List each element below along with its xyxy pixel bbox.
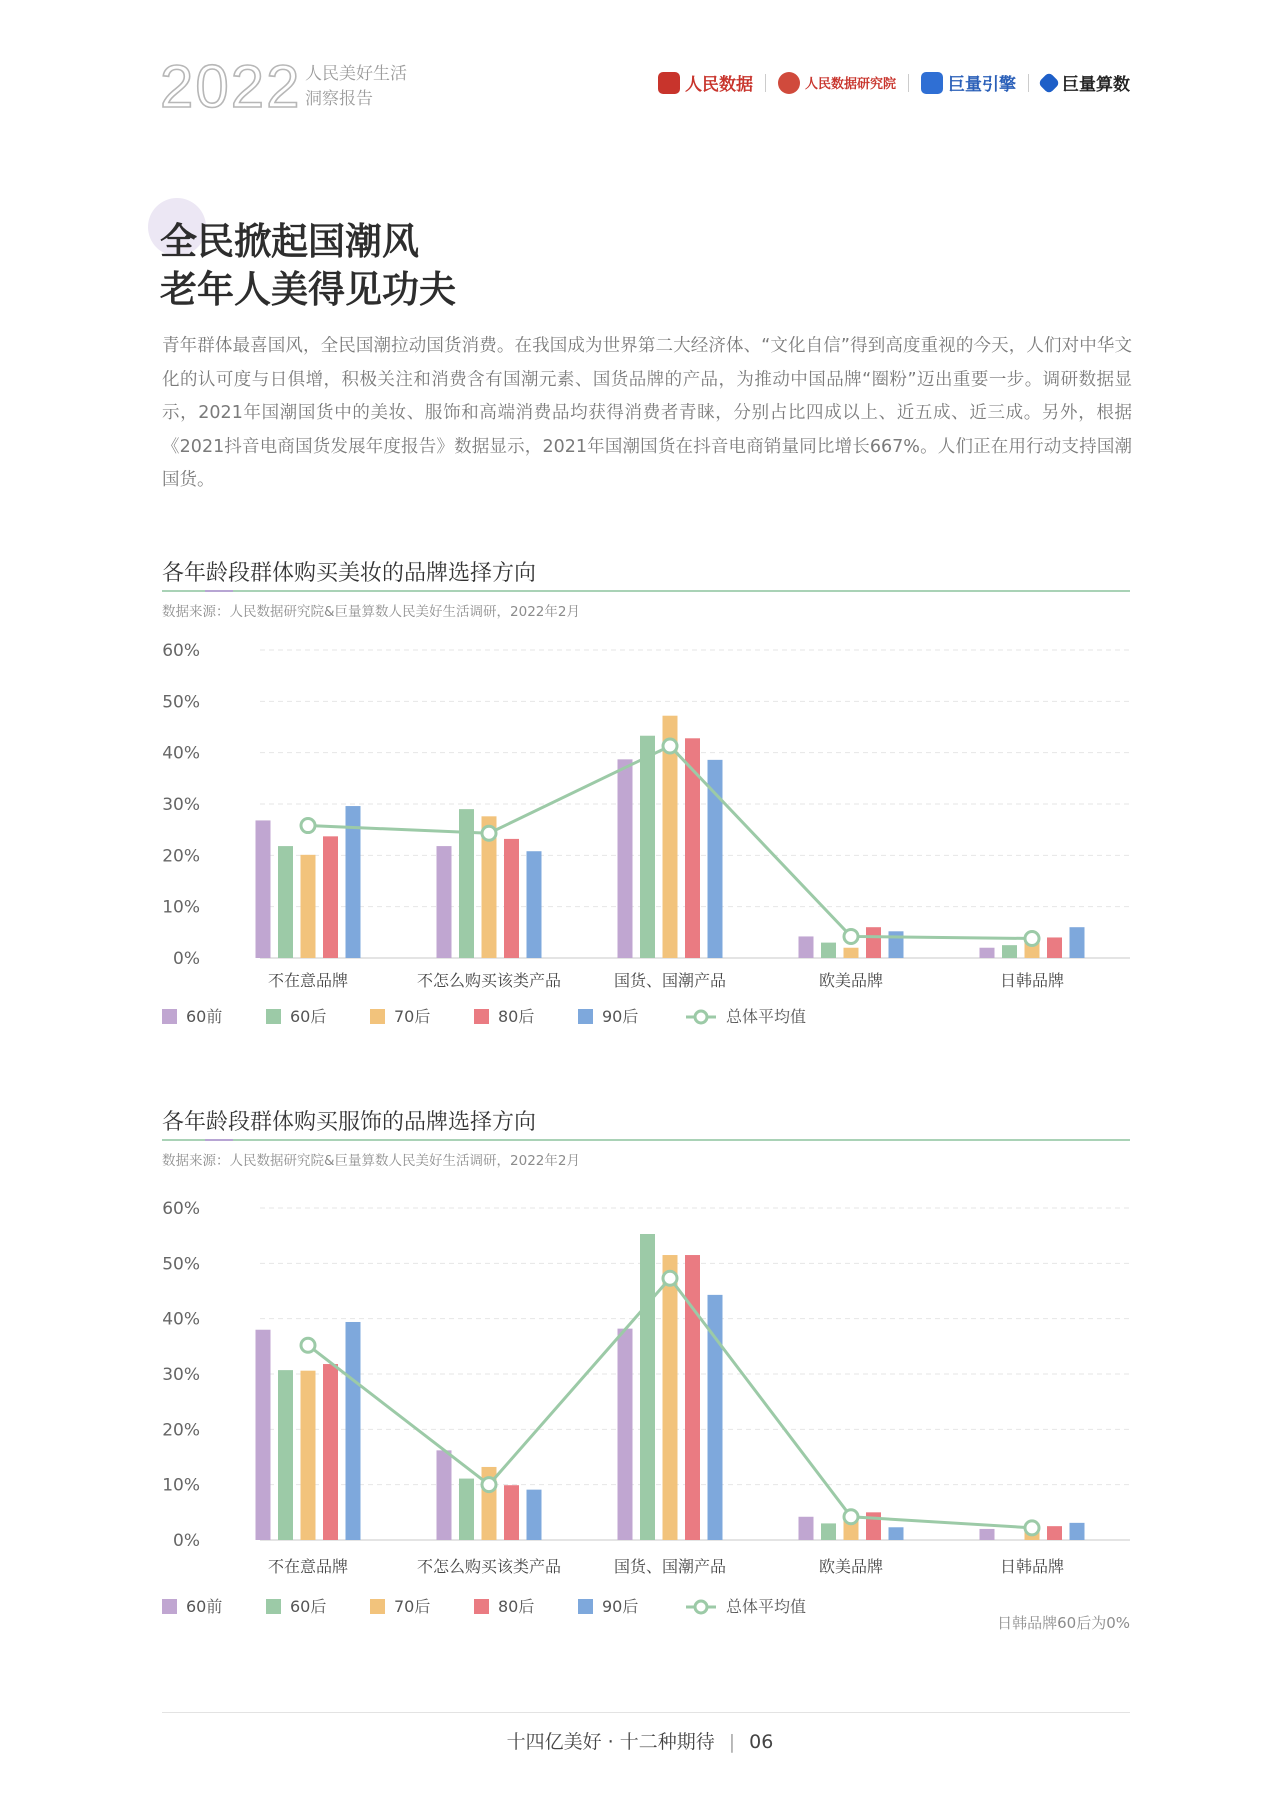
category-label: 国货、国潮产品 [613, 971, 727, 990]
legend-swatch [162, 1009, 177, 1024]
legend-swatch [474, 1599, 489, 1614]
logo-separator [908, 74, 909, 92]
legend-swatch [474, 1009, 489, 1024]
bar [459, 1479, 474, 1540]
chart2-note: 日韩品牌60后为0% [997, 1614, 1130, 1632]
average-point [844, 1510, 858, 1524]
bar [346, 1322, 361, 1540]
legend-label: 90后 [602, 1597, 639, 1616]
page-footer [0, 1727, 1280, 1754]
bar [618, 1329, 633, 1540]
legend-swatch [370, 1599, 385, 1614]
legend-label: 总体平均值 [726, 1597, 807, 1616]
y-tick-label: 30% [162, 795, 200, 815]
section-title-line2: 老年人美得见功夫 [160, 268, 456, 311]
bar [821, 1523, 836, 1540]
category-label: 欧美品牌 [818, 971, 884, 990]
legend-line-marker [695, 1011, 707, 1023]
average-point [844, 929, 858, 943]
legend-label: 80后 [498, 1597, 535, 1616]
average-point [301, 1338, 315, 1352]
bar [889, 931, 904, 958]
report-subtitle [305, 62, 407, 112]
chart2-title: 各年龄段群体购买服饰的品牌选择方向 [162, 1110, 537, 1135]
average-point [663, 739, 677, 753]
category-label: 不怎么购买该类产品 [416, 1557, 562, 1576]
bar [527, 1490, 542, 1540]
bar [278, 846, 293, 958]
bar [1002, 945, 1017, 958]
chart2-title-rule [162, 1139, 1130, 1141]
chart2-title-rule-accent [205, 1139, 233, 1141]
y-tick-label: 60% [162, 641, 200, 661]
bar [685, 1255, 700, 1540]
logo-renmin-data [658, 70, 753, 95]
logo-separator [765, 74, 766, 92]
y-tick-label: 10% [162, 1475, 200, 1496]
bar [640, 736, 655, 958]
logo-text-3: 巨量算数 [1062, 75, 1130, 95]
report-year: 2022 [160, 53, 302, 120]
chart1-title-rule [162, 590, 1130, 592]
average-point [1025, 1521, 1039, 1535]
y-tick-label: 30% [162, 1365, 200, 1385]
legend-label: 60前 [186, 1007, 223, 1026]
bar [256, 820, 271, 958]
legend-swatch [578, 1009, 593, 1024]
renmin-data-logo-icon [658, 72, 680, 94]
partner-logos [658, 70, 1130, 95]
legend-swatch [370, 1009, 385, 1024]
bar [866, 927, 881, 958]
chart1-title-rule-accent [205, 590, 233, 592]
legend-label: 60后 [290, 1597, 327, 1616]
bar [640, 1234, 655, 1540]
legend-label: 总体平均值 [726, 1007, 807, 1026]
legend-label: 70后 [394, 1597, 431, 1616]
bar [799, 1517, 814, 1540]
y-tick-label: 20% [162, 1420, 200, 1441]
logo-text-0: 人民数据 [684, 75, 753, 95]
bar [527, 851, 542, 958]
category-label: 不在意品牌 [267, 1557, 349, 1576]
section-title [160, 218, 456, 314]
category-label: 不怎么购买该类产品 [416, 971, 562, 990]
legend-label: 60前 [186, 1597, 223, 1616]
bar [1047, 937, 1062, 958]
y-tick-label: 60% [162, 1199, 200, 1219]
bar [301, 855, 316, 958]
bar [278, 1370, 293, 1540]
chart2-source: 数据来源：人民数据研究院&巨量算数人民美好生活调研，2022年2月 [162, 1153, 580, 1169]
renmin-research-logo-icon [778, 72, 800, 94]
legend-line-marker [695, 1601, 707, 1613]
legend-swatch [266, 1009, 281, 1024]
legend-label: 60后 [290, 1007, 327, 1026]
category-label: 国货、国潮产品 [613, 1557, 727, 1576]
bar [301, 1371, 316, 1540]
bar [844, 948, 859, 958]
footer-text: 十四亿美好 · 十二种期待 [506, 1731, 715, 1753]
chart1-title: 各年龄段群体购买美妆的品牌选择方向 [162, 561, 537, 586]
legend-swatch [266, 1599, 281, 1614]
average-point [482, 1478, 496, 1492]
bar [256, 1330, 271, 1540]
section-title-line1: 全民掀起国潮风 [160, 220, 419, 263]
bar [1070, 1523, 1085, 1540]
section-paragraph: 青年群体最喜国风，全民国潮拉动国货消费。在我国成为世界第二大经济体、“文化自信”得到高度重视的今天，人们对中华文化的认可度与日俱增，积极关注和消费含有国潮元素、国货品牌的产品，为推动中国品牌“圈粉”迈出重要一步。调研数据显示，2021年国潮国货中的美妆、服饰和高端消费品均获得消费者青睐，分别占比四成以上、近五成、近三成。另外，根据《2021抖音电商国货发展年度报告》数据显示，2021年国潮国货在抖音电商销量同比增长667%。人们正在用行动支持国潮国货。 [162, 336, 1132, 490]
y-tick-label: 20% [162, 846, 200, 867]
page-number: 06 [749, 1731, 774, 1753]
y-tick-label: 0% [173, 949, 200, 969]
logo-juliang-suanshu [1041, 70, 1130, 95]
category-label: 不在意品牌 [267, 971, 349, 990]
bar [799, 936, 814, 958]
bar [889, 1527, 904, 1540]
footer-separator: | [728, 1731, 736, 1753]
bar [1070, 927, 1085, 958]
y-tick-label: 50% [162, 692, 200, 713]
bar [437, 846, 452, 958]
juliang-suanshu-logo-icon [1038, 71, 1061, 94]
logo-renmin-research [778, 72, 896, 94]
bar [663, 1255, 678, 1540]
legend-swatch [578, 1599, 593, 1614]
legend-label: 70后 [394, 1007, 431, 1026]
category-label: 欧美品牌 [818, 1557, 884, 1576]
bar [437, 1450, 452, 1540]
logo-juliang-engine [921, 70, 1016, 95]
y-tick-label: 0% [173, 1531, 200, 1551]
legend-swatch [162, 1599, 177, 1614]
logo-separator [1028, 74, 1029, 92]
average-point [482, 826, 496, 840]
category-label: 日韩品牌 [999, 971, 1065, 990]
bar [504, 1485, 519, 1540]
category-label: 日韩品牌 [999, 1557, 1065, 1576]
logo-text-2: 巨量引擎 [948, 75, 1016, 95]
legend-label: 80后 [498, 1007, 535, 1026]
bar [323, 1364, 338, 1540]
bar [821, 943, 836, 958]
chart1-source: 数据来源：人民数据研究院&巨量算数人民美好生活调研，2022年2月 [162, 604, 580, 620]
bar [323, 836, 338, 958]
bar [618, 759, 633, 958]
logo-text-1: 人民数据研究院 [804, 77, 896, 92]
chart1-beauty-brand-choice [0, 630, 1280, 1040]
y-tick-label: 50% [162, 1254, 200, 1275]
y-tick-label: 40% [162, 1309, 200, 1330]
y-tick-label: 10% [162, 897, 200, 918]
average-point [1025, 931, 1039, 945]
y-tick-label: 40% [162, 743, 200, 764]
average-point [301, 819, 315, 833]
bar [980, 948, 995, 958]
bar [1047, 1526, 1062, 1540]
bar [980, 1529, 995, 1540]
footer-divider [162, 1712, 1130, 1713]
average-point [663, 1271, 677, 1285]
report-subtitle-line2: 洞察报告 [305, 89, 373, 109]
juliang-engine-logo-icon [921, 72, 943, 94]
bar [504, 839, 519, 958]
legend-label: 90后 [602, 1007, 639, 1026]
report-subtitle-line1: 人民美好生活 [305, 64, 407, 84]
chart2-apparel-brand-choice [0, 1180, 1280, 1630]
